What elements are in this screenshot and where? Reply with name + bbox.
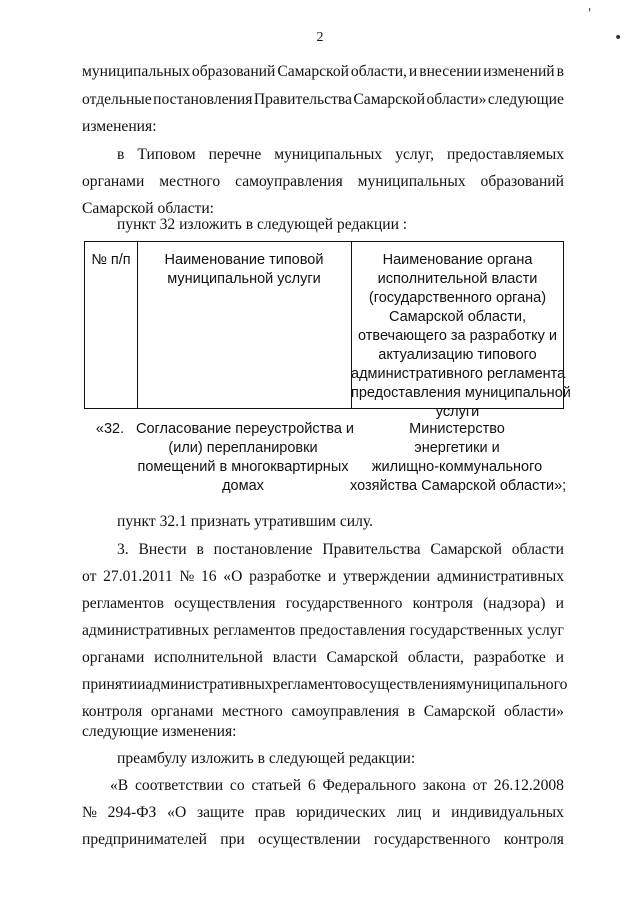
cell-line: хозяйства Самарской области»; [350,478,567,494]
word: принятии [82,676,146,693]
word: и [555,649,564,666]
word: и [327,568,337,585]
word: области, [350,63,407,80]
word: органами [82,649,145,666]
word: в [117,146,125,163]
para5-line3 [82,594,564,614]
para2-line3: Самарской области: [82,200,215,217]
word: предоставляемых [447,146,564,163]
row-num [84,420,136,439]
word: закона [422,777,466,794]
word: государственного [373,831,491,848]
word: 6 [307,777,316,794]
word: самоуправления [235,173,343,190]
word: разработке [249,568,322,585]
word: образований [191,63,276,80]
word: услуг [527,622,564,639]
cell-line: жилищно-коммунального [371,459,543,475]
word: лиц [396,804,422,821]
word: в [407,703,416,720]
word: муниципальных [82,63,190,80]
word: от [82,568,97,585]
margin-mark-1: ' [588,6,592,20]
word: Внести [138,541,187,558]
cell-line: услуги [435,404,480,420]
word: предпринимателей [82,831,208,848]
cell-line: помещений в многоквартирных [137,459,349,475]
cell-line: отвечающего за разработку и [358,328,557,344]
word: постановление [213,541,313,558]
word: и [408,63,418,80]
word: исполнительной [154,649,263,666]
word: Типовом [137,146,196,163]
word: в [556,63,564,80]
word: контроля [412,595,473,612]
word: в [196,541,204,558]
word: муниципального [456,676,568,693]
word: 27.01.2011 [103,568,173,585]
para5-line1 [117,540,564,560]
para7-line3 [82,830,564,850]
word: образований [480,173,564,190]
word: области, [407,649,464,666]
word: 294-ФЗ [107,804,157,821]
word: 16 [201,568,217,585]
word: от [472,777,487,794]
cell-line: предоставления муниципальной [351,385,571,401]
word: утверждении [342,568,431,585]
cell-line: (государственного органа) [368,290,547,306]
word: соответствии [135,777,224,794]
word: местного [159,173,221,190]
para6: преамбулу изложить в следующей редакции: [117,750,416,767]
word: предоставления [299,622,406,639]
para7-line2 [82,803,564,823]
para5-line8: следующие изменения: [82,723,237,740]
cell-line: исполнительной власти [377,271,538,287]
word: области [511,541,564,558]
word: перечне [208,146,262,163]
word: регламентов [82,595,164,612]
word: прав [254,804,286,821]
cell-line: Наименование органа [382,252,533,268]
word: органами [82,173,145,190]
word: государственного [285,595,403,612]
word: государственных [409,622,523,639]
word: отдельные [82,91,152,108]
word: изменений [483,63,555,80]
services-table [84,241,571,420]
word: Самарской [277,63,349,80]
word: контроля [503,831,564,848]
margin-mark-2: • [614,30,623,46]
word: со [229,777,245,794]
word: Самарской [326,649,399,666]
para5-line2 [82,567,564,587]
para5-line5 [82,648,564,668]
word: осуществлении [257,831,361,848]
word: юридических [296,804,386,821]
header-service [137,251,351,289]
word: и [555,595,564,612]
word: разработке [473,649,546,666]
cell-line: «32. [95,421,125,437]
word: муниципальных [274,146,383,163]
cell-line: Самарской области, [388,309,526,325]
cell-line: муниципальной услуги [167,271,321,287]
word: индивидуальных [451,804,564,821]
word: осуществления [354,676,457,693]
word: муниципальных [357,173,466,190]
word: (надзора) [483,595,546,612]
word: 3. [117,541,129,558]
row-service [136,420,355,496]
cell-line: актуализацию типового [378,347,537,363]
para5-line4 [82,621,564,641]
word: № [82,804,97,821]
cell-line: № п/п [91,252,131,268]
word: защите [196,804,245,821]
para1-line2 [82,90,564,110]
cell-line: энергетики и [414,440,500,456]
cell-line: (или) перепланировки [168,440,318,456]
word: Федерального [322,777,417,794]
word: области» [504,703,564,720]
word: следующие [487,91,564,108]
para1-line1 [82,62,564,82]
word: «О [167,804,187,821]
word: внесении [419,63,482,80]
para2-line2 [82,172,564,192]
header-num [85,251,137,270]
para4: пункт 32.1 признать утратившим силу. [117,513,374,530]
word: области» [426,91,487,108]
word: статьей [251,777,302,794]
word: постановления [153,91,253,108]
word: «О [223,568,243,585]
word: Правительства [253,91,352,108]
word: «В [110,777,129,794]
word: административных [82,622,210,639]
word: власти [272,649,317,666]
para1-line3: изменения: [82,118,157,135]
word: самоуправления [291,703,400,720]
word: регламентов [272,676,355,693]
para2-line1 [117,145,564,165]
cell-line: Министерство [409,421,505,437]
row-organ [350,420,567,496]
cell-line: Согласование переустройства и [136,421,355,437]
cell-line: административного регламента [351,366,566,382]
word: Самарской [353,91,426,108]
word: 26.12.2008 [493,777,564,794]
cell-line: домах [222,478,264,494]
para5-line6 [82,675,568,695]
word: № [179,568,195,585]
word: административных [145,676,273,693]
word: Правительства [322,541,421,558]
para7-line1 [110,776,564,796]
word: административных [436,568,564,585]
word: и [432,804,441,821]
header-organ [351,251,571,422]
page-number: 2 [316,30,324,45]
word: контроля [82,703,143,720]
para3: пункт 32 изложить в следующей редакции : [117,216,408,233]
word: при [220,831,245,848]
cell-line: Наименование типовой [164,252,324,268]
word: услуг, [395,146,435,163]
word: местного [221,703,283,720]
word: осуществления [174,595,276,612]
para5-line7 [82,702,564,722]
word: Самарской [423,703,496,720]
word: регламентов [213,622,296,639]
word: Самарской [430,541,502,558]
word: органами [150,703,214,720]
